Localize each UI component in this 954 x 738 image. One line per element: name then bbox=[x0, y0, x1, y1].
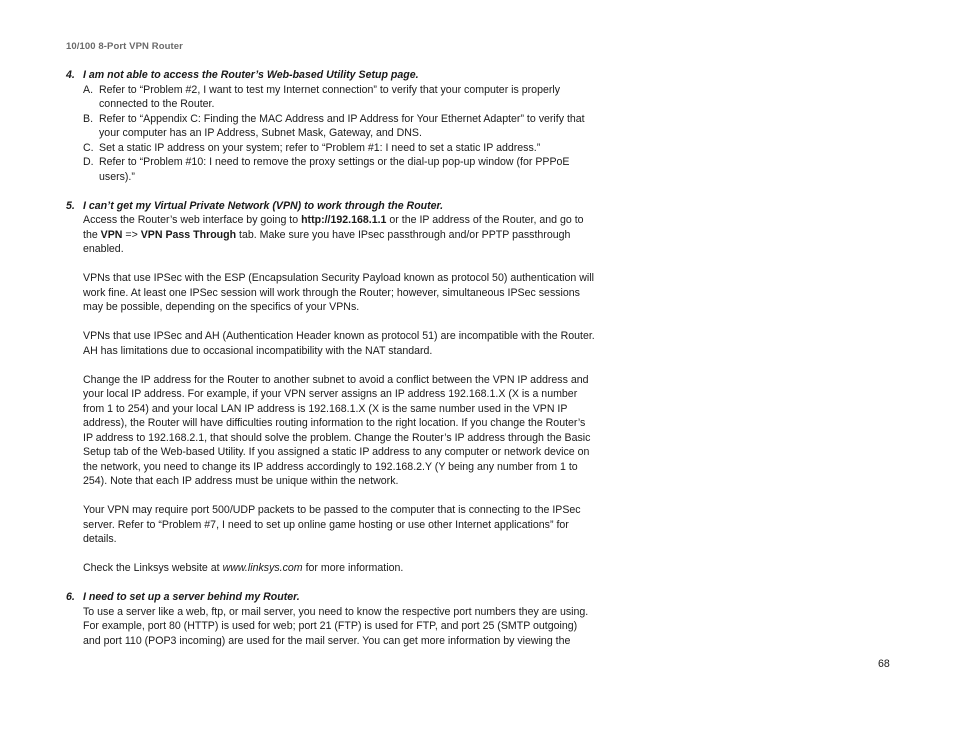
question-4 bbox=[66, 68, 596, 184]
list-item bbox=[83, 112, 596, 141]
question-number: 5. bbox=[66, 199, 75, 212]
text-run: tab. Make sure you have IPsec passthrough and/or PPTP passthrough enabled. bbox=[83, 228, 571, 255]
question-text: I am not able to access the Router’s Web-based Utility Setup page. bbox=[83, 69, 419, 81]
list-item bbox=[83, 141, 596, 156]
list-letter: C. bbox=[83, 141, 94, 154]
question-6 bbox=[66, 590, 596, 648]
paragraph bbox=[83, 213, 596, 257]
question-text: I need to set up a server behind my Router. bbox=[83, 591, 300, 603]
paragraph: To use a server like a web, ftp, or mail server, you need to know the respective port numbers they are using. For example, port 80 (HTTP) is used for web; port 21 (FTP) is used for FTP, and port 25 (SMTP outgoing) and port 110 (POP3 incoming) are used for the mail server. You can get more information by viewing the bbox=[83, 605, 589, 647]
page-number: 68 bbox=[878, 658, 890, 670]
text-run: Access the Router’s web interface by going to bbox=[83, 214, 302, 226]
linksys-website: www.linksys.com bbox=[222, 562, 303, 574]
document-body bbox=[66, 68, 596, 648]
question-number: 4. bbox=[66, 69, 75, 81]
paragraph: VPNs that use IPSec and AH (Authentication Header known as protocol 51) are incompatible with the Router. AH has limitations due to occasional incompatibility with the NAT standard. bbox=[83, 330, 595, 357]
list-text: Refer to “Problem #2, I want to test my Internet connection” to verify that your computer is properly connected to the Router. bbox=[99, 83, 561, 110]
list-text: Refer to “Appendix C: Finding the MAC Address and IP Address for Your Ethernet Adapter” to verify that your computer has an IP Address, Subnet Mask, Gateway, and DNS. bbox=[99, 112, 585, 139]
text-run: Check the Linksys website at bbox=[83, 562, 223, 574]
paragraph: VPNs that use IPSec with the ESP (Encapsulation Security Payload known as protocol 50) authentication will work fine. At least one IPSec session will work through the Router; however, simultaneous IPSec sessions may be possible, depending on the specifics of your VPNs. bbox=[83, 272, 594, 313]
list-item bbox=[83, 83, 596, 112]
question-6-title bbox=[66, 590, 596, 605]
list-letter: A. bbox=[83, 83, 94, 96]
question-5 bbox=[66, 199, 596, 576]
vpn-tab-label: VPN bbox=[100, 228, 123, 241]
text-run: => bbox=[122, 228, 141, 241]
question-4-title bbox=[66, 68, 596, 83]
running-header: 10/100 8-Port VPN Router bbox=[66, 41, 183, 52]
question-5-title bbox=[66, 199, 596, 214]
text-run: for more information. bbox=[302, 562, 404, 574]
question-text: I can’t get my Virtual Private Network (VPN) to work through the Router. bbox=[83, 199, 444, 212]
vpn-pass-through-tab-label: VPN Pass Through bbox=[140, 228, 237, 241]
list-letter: B. bbox=[83, 112, 94, 125]
text-run: or the IP address of the Router, and go to the bbox=[83, 214, 584, 241]
question-number: 6. bbox=[66, 591, 75, 603]
list-letter: D. bbox=[83, 156, 94, 168]
paragraph: Your VPN may require port 500/UDP packets to be passed to the computer that is connecting to the IPSec server. Refer to “Problem #7, I need to set up online game hosting or use other Internet applications” for details. bbox=[83, 504, 581, 545]
list-item bbox=[83, 155, 596, 184]
paragraph bbox=[83, 561, 596, 576]
list-text: Set a static IP address on your system; refer to “Problem #1: I need to set a static IP address.” bbox=[99, 141, 541, 154]
router-url: http://192.168.1.1 bbox=[301, 214, 387, 226]
list-text: Refer to “Problem #10: I need to remove the proxy settings or the dial-up pop-up window (for PPPoE users).” bbox=[99, 156, 570, 183]
paragraph: Change the IP address for the Router to another subnet to avoid a conflict between the VPN IP address and your local IP address. For example, if your VPN server assigns an IP address 192.168.1.X (X is a number from 1 to 254) and your local LAN IP address is 192.168.1.X (X is the same number used in the VPN IP address), the Router will have difficulties routing information to the right location. If you change the Router’s IP address to 192.168.2.1, that should solve the problem. Change the Router’s IP address through the Basic Setup tab of the Web-based Utility. If you assigned a static IP address to any computer or network device on the network, you need to change its IP address accordingly to 192.168.2.Y (Y being any number from 1 to 254). Note that each IP address must be unique within the network. bbox=[83, 373, 591, 487]
